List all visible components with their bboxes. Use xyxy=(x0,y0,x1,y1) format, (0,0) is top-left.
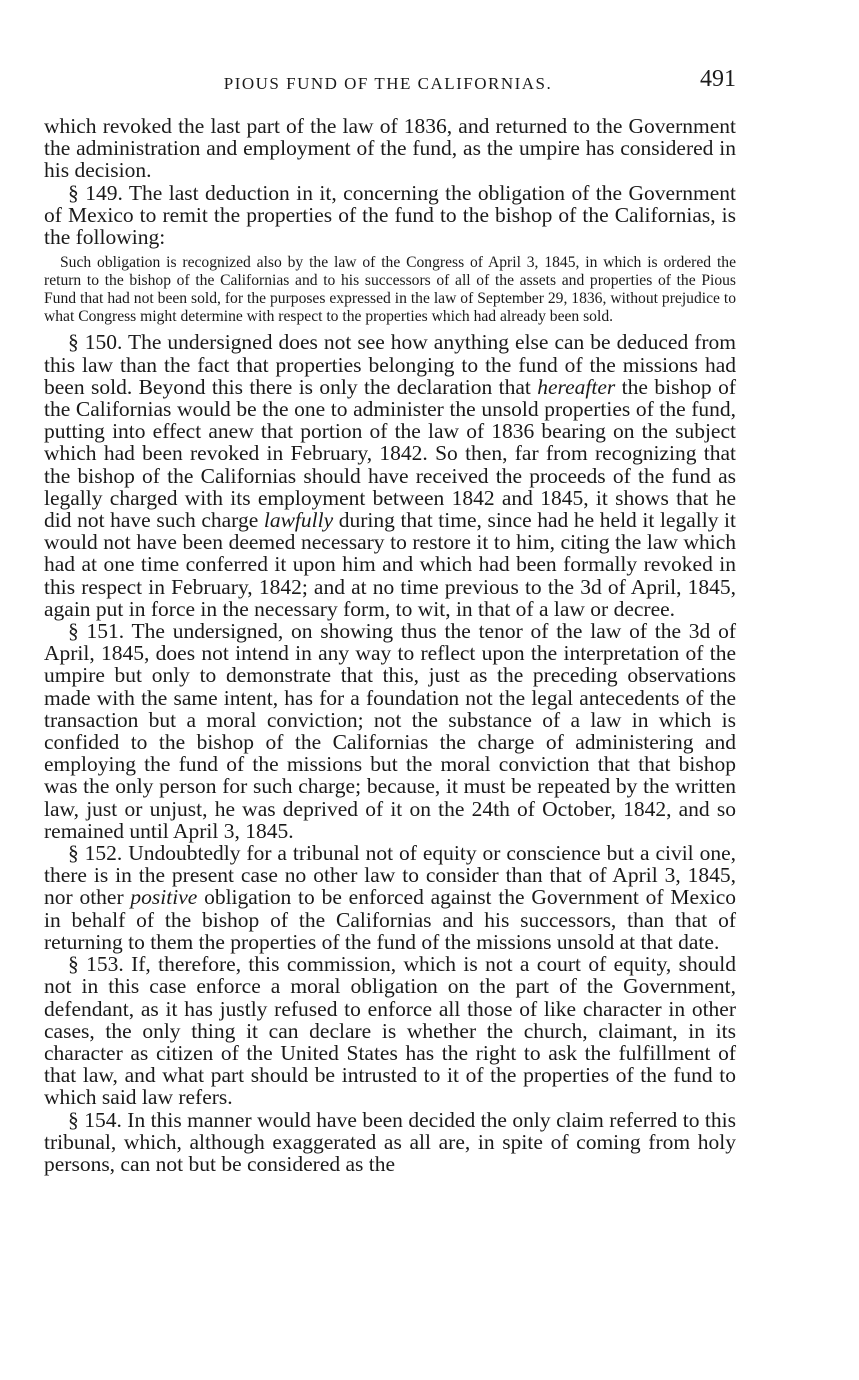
paragraph-154: § 154. In this manner would have been decided the only claim referred to this tribunal, which, although exaggerated as all are, in spite of coming from holy persons, can not but be considered as the xyxy=(44,1107,736,1176)
paragraph-152-text-a: § 152. Undoubtedly for a tribunal not of equity or conscience but a civil one, there is in the present case no other law to consider than that of April 3, 1845, nor other xyxy=(44,841,736,910)
paragraph-150-text-b: the bishop of the Californias would be the one to administer the unsold properties of the fund, putting into effect anew that portion of the law of 1836 bearing on the subject which had been revoked in February, 1842. So then, far from recognizing that the bishop of the Californias should have received the proceeds of the fund as legally charged with its employment between 1842 and 1845, it shows that he did not have such charge xyxy=(44,374,736,533)
page-number: 491 xyxy=(700,66,736,92)
italic-lawfully: lawfully xyxy=(263,508,334,533)
paragraph-151: § 151. The undersigned, on showing thus the tenor of the law of the 3d of April, 1845, does not intend in any way to reflect upon the interpretation of the umpire but only to demonstrate that this, just as the preceding observations made with the same intent, has for a foundation not the legal antecedents of the transaction but a moral conviction; not the substance of a law in which is confided to the bishop of the Californias the charge of administering and employing the fund of the missions but the moral conviction that that bishop was the only person for such charge; because, it must be repeated by the written law, just or unjust, he was deprived of it on the 24th of October, 1842, and so remained until April 3, 1845. xyxy=(44,619,736,843)
page-header xyxy=(40,66,736,98)
paragraph-149: § 149. The last deduction in it, concerning the obligation of the Government of Mexico to remit the properties of the fund to the bishop of the Californias, is the following: xyxy=(44,180,736,250)
paragraph-152 xyxy=(44,842,736,953)
paragraph-150 xyxy=(44,331,736,620)
italic-positive: positive xyxy=(130,885,198,910)
paragraph-153: § 153. If, therefore, this commission, which is not a court of equity, should not in this case enforce a moral obligation on the part of the Government, defendant, as it has justly refused to enforce all those of like character in other cases, the only thing it can declare is whether the church, claimant, in its character as citizen of the United States has the right to ask the fulfillment of that law, and what part should be intrusted to it of the properties of the fund to which said law refers. xyxy=(44,952,736,1110)
running-title: PIOUS FUND OF THE CALIFORNIAS. xyxy=(223,74,553,93)
paragraph-152-text-b: obligation to be enforced against the Government of Mexico in behalf of the bishop of the Californias and his successors, than that of returning to them the properties of the fund of the missions unsold at that date. xyxy=(44,885,736,954)
paragraph-150-text-a: § 150. The undersigned does not see how anything else can be deduced from this law than the fact that properties belonging to the fund of the missions had been sold. Beyond this there is only the declaration that xyxy=(44,330,736,399)
italic-hereafter: hereafter xyxy=(537,374,616,399)
paragraph-continuation: which revoked the last part of the law of 1836, and returned to the Government the administration and employment of the fund, as the umpire has considered in his decision. xyxy=(44,114,736,183)
page-body xyxy=(44,115,736,1175)
block-quote: Such obligation is recognized also by the law of the Congress of April 3, 1845, in which is ordered the return to the bishop of the Californias and to his successors of all of the assets and properties of the Pious Fund that had not been sold, for the purposes expressed in the law of September 29, 1836, without prejudice to what Congress might determine with respect to the properties which had already been sold. xyxy=(44,254,736,325)
paragraph-150-text-c: during that time, since had he held it legally it would not have been deemed necessary to restore it to him, citing the law which had at one time conferred it upon him and which had been formally revoked in this respect in February, 1842; and at no time previous to the 3d of April, 1845, again put in force in the necessary form, to wit, in that of a law or decree. xyxy=(44,508,737,621)
